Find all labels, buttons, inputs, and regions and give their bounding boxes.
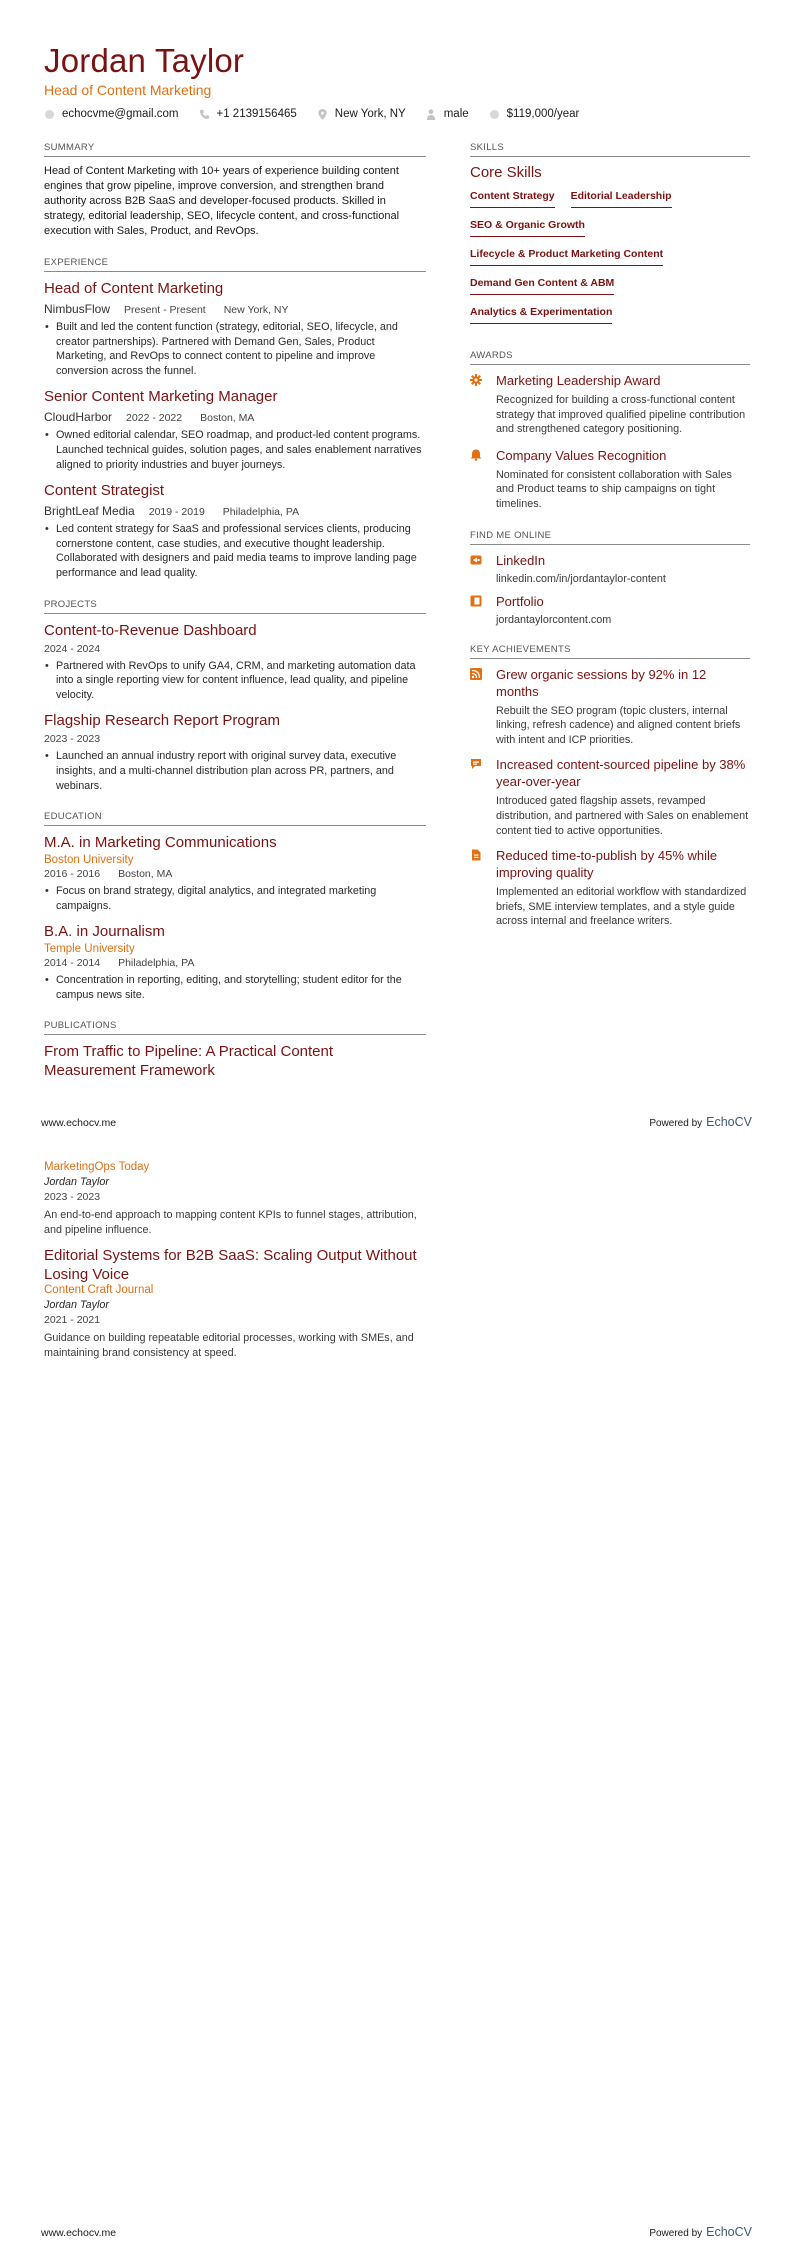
skill-tag: SEO & Organic Growth <box>470 216 585 237</box>
publication-entry <box>44 1246 426 1360</box>
company-name: NimbusFlow <box>44 302 111 316</box>
bullet-item: • Owned editorial calendar, SEO roadmap, and product-led content programs. Launched technical guides, solution pages, and sales enablement narratives aligned to priority industries and buyer journeys. <box>44 428 426 472</box>
section-title: FIND ME ONLINE <box>470 530 750 545</box>
bullet-item: • Concentration in reporting, editing, and storytelling; student editor for the campus news site. <box>44 973 426 1002</box>
education-entry <box>44 833 426 913</box>
education-dates: 2014 - 2014 <box>44 957 101 970</box>
money-icon <box>489 109 500 120</box>
location-pin-icon <box>317 109 328 120</box>
megaphone-icon <box>470 554 482 566</box>
bullet-item: • Partnered with RevOps to unify GA4, CRM, and marketing automation data into a single reporting view for content influence, lead quality, and pipeline velocity. <box>44 659 426 703</box>
education-location: Philadelphia, PA <box>118 957 195 970</box>
online-link-title[interactable]: Portfolio <box>496 593 544 609</box>
publication-title: Editorial Systems for B2B SaaS: Scaling Output Without Losing Voice <box>44 1247 417 1284</box>
job-dates: 2019 - 2019 <box>148 506 205 519</box>
footer-brand[interactable]: EchoCV <box>706 2225 752 2239</box>
project-entry <box>44 621 426 703</box>
achievement-entry <box>470 847 750 929</box>
section-title: PUBLICATIONS <box>44 1020 426 1035</box>
candidate-name: Jordan Taylor <box>44 42 245 79</box>
project-dates: 2024 - 2024 <box>44 642 101 655</box>
job-location: Philadelphia, PA <box>222 506 300 519</box>
online-section <box>470 530 750 626</box>
right-column <box>470 142 750 947</box>
skill-tag: Editorial Leadership <box>571 187 672 208</box>
book-icon <box>470 595 482 607</box>
achievement-description: Rebuilt the SEO program (topic clusters, internal linking, refresh cadence) and aligned content briefs with intent and ICP priorities. <box>496 704 741 746</box>
contact-bar <box>44 108 599 120</box>
job-bullets <box>44 428 426 472</box>
achievement-entry <box>470 756 750 838</box>
projects-section <box>44 599 426 794</box>
publication-description: Guidance on building repeatable editorial processes, working with SMEs, and maintaining brand consistency at speed. <box>44 1332 414 1359</box>
project-entry <box>44 711 426 793</box>
rss-icon <box>470 668 482 680</box>
online-link-linkedin[interactable] <box>470 552 750 585</box>
school-name: Temple University <box>44 943 135 956</box>
skill-tag: Lifecycle & Product Marketing Content <box>470 245 663 266</box>
skills-section <box>470 142 750 332</box>
contact-gender: male <box>426 108 469 120</box>
footer-powered-by: Powered by EchoCV <box>649 2225 752 2239</box>
summary-text: Head of Content Marketing with 10+ years of experience building content engines that grow pipeline, improve conversion, and strengthen brand authority across B2B SaaS and developer-focused products. Skilled in strategy, editorial leadership, SEO, lifecycle content, and cross-functional execution with Sales, Product, and RevOps. <box>44 165 400 237</box>
job-title: Senior Content Marketing Manager <box>44 388 278 406</box>
job-location: Boston, MA <box>200 412 255 425</box>
publication-description: An end-to-end approach to mapping content KPIs to funnel stages, attribution, and pipeline influence. <box>44 1209 417 1236</box>
section-title: PROJECTS <box>44 599 426 614</box>
publication-author: Jordan Taylor <box>44 1299 110 1312</box>
job-meta <box>44 504 426 518</box>
achievements-section <box>470 644 750 929</box>
skill-tag: Analytics & Experimentation <box>470 303 612 324</box>
section-title: AWARDS <box>470 350 750 365</box>
education-bullets <box>44 973 426 1002</box>
job-dates: 2022 - 2022 <box>126 412 183 425</box>
education-meta <box>44 957 426 969</box>
project-title: Flagship Research Report Program <box>44 712 280 730</box>
education-bullets <box>44 884 426 913</box>
footer-powered-by: Powered by EchoCV <box>649 1115 752 1129</box>
project-bullets <box>44 749 426 793</box>
publication-dates: 2021 - 2021 <box>44 1314 101 1327</box>
publication-entry <box>44 1161 426 1237</box>
chat-icon <box>470 758 482 770</box>
award-description: Recognized for building a cross-functional content strategy that improved qualified pipeline contribution and strengthened category positioning. <box>496 394 746 436</box>
skills-list <box>470 187 750 332</box>
job-bullets <box>44 320 426 378</box>
achievement-description: Introduced gated flagship assets, revamped distribution, and partnered with Sales on enablement content tied to active opportunities. <box>496 795 749 837</box>
job-bullets <box>44 522 426 580</box>
bullet-item: • Focus on brand strategy, digital analytics, and integrated marketing campaigns. <box>44 884 426 913</box>
education-section <box>44 811 426 1002</box>
award-entry <box>470 447 750 512</box>
publications-continued <box>44 1161 426 1369</box>
publication-source: Content Craft Journal <box>44 1284 154 1297</box>
section-title: EDUCATION <box>44 811 426 826</box>
contact-phone[interactable]: +1 2139156465 <box>199 108 297 120</box>
job-title: Content Strategist <box>44 482 165 500</box>
online-link-url[interactable]: linkedin.com/in/jordantaylor-content <box>496 572 666 585</box>
publication-dates: 2023 - 2023 <box>44 1191 101 1203</box>
contact-email[interactable]: echocvme@gmail.com <box>44 108 179 120</box>
project-title: Content-to-Revenue Dashboard <box>44 621 257 639</box>
achievement-description: Implemented an editorial workflow with standardized briefs, SME interview templates, and a style guide across internal and freelance writers. <box>496 886 747 928</box>
education-entry <box>44 922 426 1002</box>
award-title: Marketing Leadership Award <box>496 373 661 388</box>
candidate-role: Head of Content Marketing <box>44 82 212 98</box>
contact-salary: $119,000/year <box>489 108 580 120</box>
job-meta <box>44 410 426 424</box>
job-title: Head of Content Marketing <box>44 280 224 297</box>
job-entry <box>44 387 426 472</box>
footer-site-link[interactable]: www.echocv.me <box>41 2227 117 2239</box>
awards-section <box>470 350 750 512</box>
achievement-title: Reduced time-to-publish by 45% while improving quality <box>496 848 718 881</box>
project-dates: 2023 - 2023 <box>44 733 101 746</box>
contact-location: New York, NY <box>317 108 406 120</box>
publication-author: Jordan Taylor <box>44 1176 110 1188</box>
skill-tag: Demand Gen Content & ABM <box>470 274 614 295</box>
bullet-item: • Led content strategy for SaaS and professional services clients, producing cornerstone content, case studies, and executive thought leadership. Collaborated with designers and paid media teams to improve landing page performance and lead quality. <box>44 522 426 580</box>
job-entry <box>44 481 426 580</box>
phone-icon <box>199 109 210 120</box>
email-icon <box>44 109 55 120</box>
resume-page-2 <box>0 1123 794 2246</box>
gear-icon <box>470 374 482 386</box>
section-title: EXPERIENCE <box>44 257 426 272</box>
skills-heading: Core Skills <box>470 164 542 181</box>
award-description: Nominated for consistent collaboration with Sales and Product teams to ship campaigns on tight timelines. <box>496 468 732 510</box>
online-link-url[interactable]: jordantaylorcontent.com <box>496 613 612 626</box>
achievement-title: Grew organic sessions by 92% in 12 months <box>496 666 707 699</box>
online-link-portfolio[interactable] <box>470 593 750 626</box>
bullet-item: • Launched an annual industry report with original survey data, executive insights, and a multi-channel distribution plan across PR, partners, and webinars. <box>44 749 426 793</box>
document-icon <box>470 849 482 861</box>
section-title: KEY ACHIEVEMENTS <box>470 644 750 659</box>
job-meta <box>44 302 426 316</box>
company-name: BrightLeaf Media <box>44 504 135 519</box>
section-title: SKILLS <box>470 142 750 157</box>
degree-title: B.A. in Journalism <box>44 923 165 941</box>
job-entry <box>44 279 426 378</box>
achievement-title: Increased content-sourced pipeline by 38% year-over-year <box>496 757 746 790</box>
job-location: New York, NY <box>223 304 289 316</box>
award-entry <box>470 372 750 437</box>
publication-source: MarketingOps Today <box>44 1161 150 1173</box>
left-column <box>44 142 426 1098</box>
award-title: Company Values Recognition <box>496 447 667 463</box>
bullet-item: • Built and led the content function (strategy, editorial, SEO, lifecycle, and creator partnerships). Partnered with Demand Gen, Sales, Product Marketing, and RevOps to connect content to pipeline and improve conversion across the funnel. <box>44 320 426 378</box>
achievement-entry <box>470 666 750 748</box>
skill-tag: Content Strategy <box>470 187 555 208</box>
online-link-title[interactable]: LinkedIn <box>496 552 546 568</box>
company-name: CloudHarbor <box>44 410 113 425</box>
bell-icon <box>470 449 482 461</box>
footer-brand[interactable]: EchoCV <box>706 1115 752 1129</box>
degree-title: M.A. in Marketing Communications <box>44 834 277 852</box>
footer-site-link[interactable]: www.echocv.me <box>41 1117 117 1129</box>
education-dates: 2016 - 2016 <box>44 868 101 881</box>
project-bullets <box>44 659 426 703</box>
education-location: Boston, MA <box>118 868 173 881</box>
person-icon <box>426 109 437 120</box>
experience-section <box>44 257 426 581</box>
school-name: Boston University <box>44 854 134 867</box>
section-title: SUMMARY <box>44 142 426 157</box>
job-dates: Present - Present <box>124 304 206 316</box>
publications-section <box>44 1020 426 1080</box>
publication-title: From Traffic to Pipeline: A Practical Content Measurement Framework <box>44 1043 334 1080</box>
education-meta <box>44 868 426 880</box>
summary-section <box>44 142 426 239</box>
